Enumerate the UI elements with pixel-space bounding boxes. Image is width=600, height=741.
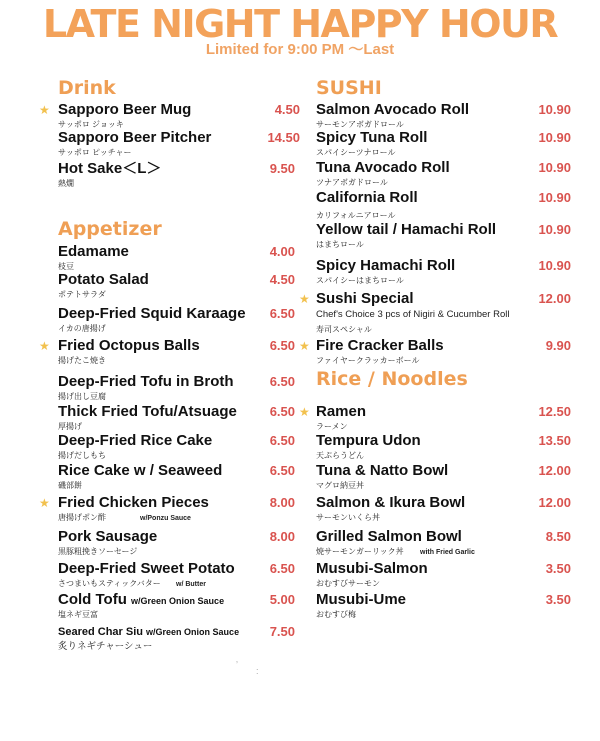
item-price: 12.50 (538, 404, 571, 419)
item-price: 12.00 (538, 463, 571, 478)
item-price: 7.50 (269, 624, 295, 639)
item-name-jp: カリフォルニアロール (316, 211, 396, 220)
item-name: Grilled Salmon Bowl (316, 528, 462, 545)
item-name: Ramen (316, 403, 367, 420)
item-price: 10.90 (538, 222, 571, 237)
item-name-main: Seared Char Siu (58, 626, 143, 638)
item-name-jp: イカの唐揚げ (58, 324, 106, 333)
star-icon: ★ (39, 496, 50, 510)
item-price: 14.50 (267, 130, 300, 145)
item-name-jp: 揚げたこ焼き (58, 356, 106, 365)
item-price: 12.00 (538, 495, 571, 510)
item-name-jp: 熱燗 (58, 179, 74, 188)
item-name: Spicy Hamachi Roll (316, 257, 456, 274)
item-name: Musubi-Salmon (316, 560, 428, 577)
item-price: 6.50 (269, 433, 295, 448)
item-name-note: w/Green Onion Sauce (131, 596, 225, 606)
item-note: with Fried Garlic (420, 549, 475, 556)
item-name: Edamame (58, 243, 129, 260)
scan-speck: ʼ (236, 660, 238, 670)
item-name: Tuna & Natto Bowl (316, 462, 449, 479)
item-name-jp: スパイシーはまちロール (316, 276, 404, 285)
section-title-drink: Drink (58, 77, 116, 99)
item-note: w/Ponzu Sauce (140, 515, 191, 522)
item-name-jp: 揚げだしもち (58, 451, 106, 460)
item-name: Fried Chicken Pieces (58, 494, 209, 511)
item-name-jp: 揚げ出し豆腐 (58, 392, 106, 401)
item-name-jp: 厚揚げ (58, 422, 82, 431)
item-name: Potato Salad (58, 271, 149, 288)
item-name-jp: はまちロール (316, 240, 364, 249)
item-price: 6.50 (269, 374, 295, 389)
item-price: 10.90 (538, 130, 571, 145)
item-name: California Roll (316, 189, 418, 206)
item-name: Deep-Fried Rice Cake (58, 432, 213, 449)
item-description: Chef's Choice 3 pcs of Nigiri & Cucumber Roll (316, 309, 510, 320)
item-name: Yellow tail / Hamachi Roll (316, 221, 497, 238)
item-name: Spicy Tuna Roll (316, 129, 428, 146)
section-title-rice-noodles: Rice / Noodles (316, 368, 468, 390)
item-name-jp: ラーメン (316, 422, 348, 431)
item-price: 10.90 (538, 258, 571, 273)
star-icon: ★ (299, 405, 310, 419)
item-name: Pork Sausage (58, 528, 158, 545)
item-name-jp: サーモンいくら丼 (316, 513, 380, 522)
item-name: Deep-Fried Tofu in Broth (58, 373, 234, 390)
item-price: 9.90 (545, 338, 571, 353)
item-name-jp: 天ぷらうどん (316, 451, 364, 460)
star-icon: ★ (39, 103, 50, 117)
item-name-jp: ファイヤークラッカーボール (316, 356, 420, 365)
item-price: 4.50 (274, 102, 300, 117)
item-price: 13.50 (538, 433, 571, 448)
item-name-jp: 黒豚粗挽きソーセージ (58, 547, 138, 556)
item-name: Tuna Avocado Roll (316, 159, 450, 176)
item-name-jp: スパイシーツナロール (316, 148, 396, 157)
item-price: 4.00 (269, 244, 295, 259)
item-name: Musubi-Ume (316, 591, 406, 608)
item-price: 3.50 (545, 592, 571, 607)
section-title-sushi: SUSHI (316, 77, 382, 99)
item-name-jp: サッポロ ピッチャー (58, 148, 132, 157)
item-price: 8.00 (269, 529, 295, 544)
item-name: Thick Fried Tofu/Atsuage (58, 403, 237, 420)
item-price: 3.50 (545, 561, 571, 576)
item-name-jp: 炙りネギチャーシュー (58, 641, 153, 652)
item-price: 8.00 (269, 495, 295, 510)
item-price: 6.50 (269, 463, 295, 478)
star-icon: ★ (299, 339, 310, 353)
item-name-jp: 焼サーモンガーリック丼 (316, 547, 404, 556)
item-name-jp: さつまいもスティックバター (58, 579, 161, 588)
item-name: Sapporo Beer Mug (58, 101, 192, 118)
item-price: 6.50 (269, 306, 295, 321)
item-price: 12.00 (538, 291, 571, 306)
item-price: 10.90 (538, 160, 571, 175)
item-name: Tempura Udon (316, 432, 421, 449)
item-name-jp: 枝豆 (58, 262, 74, 271)
item-price: 9.50 (269, 161, 295, 176)
item-name-jp: マグロ納豆丼 (316, 481, 364, 490)
item-name: Salmon & Ikura Bowl (316, 494, 466, 511)
star-icon: ★ (39, 339, 50, 353)
page-title: LATE NIGHT HAPPY HOUR (42, 2, 558, 46)
item-price: 5.00 (269, 592, 295, 607)
item-name-jp: サーモンアボガドロール (316, 120, 404, 129)
item-name-jp: ポテトサラダ (58, 290, 106, 299)
item-name-jp: 寿司スペシャル (316, 325, 372, 334)
item-price: 6.50 (269, 404, 295, 419)
star-icon: ★ (299, 292, 310, 306)
item-name: Salmon Avocado Roll (316, 101, 470, 118)
item-name-jp: おむすびサーモン (316, 579, 380, 588)
page-subtitle: Limited for 9:00 PM ～Last (205, 41, 395, 58)
item-name-jp: 唐揚げポン酢 (58, 513, 106, 522)
item-price: 8.50 (545, 529, 571, 544)
item-name: Deep-Fried Squid Karaage (58, 305, 246, 322)
item-name-note: w/Green Onion Sauce (146, 627, 240, 637)
item-name: Sushi Special (316, 290, 414, 307)
item-name: Deep-Fried Sweet Potato (58, 560, 235, 577)
item-note: w/ Butter (176, 581, 206, 588)
item-name-jp: 磯部餅 (58, 481, 82, 490)
item-name: Sapporo Beer Pitcher (58, 129, 212, 146)
item-name-jp: ツナアボガドロール (316, 178, 388, 187)
item-name (58, 623, 239, 641)
item-name: Rice Cake w / Seaweed (58, 462, 223, 479)
item-price: 4.50 (269, 272, 295, 287)
item-name-jp: おむすび梅 (316, 610, 356, 619)
item-price: 10.90 (538, 102, 571, 117)
item-name: Fire Cracker Balls (316, 337, 444, 354)
item-price: 6.50 (269, 338, 295, 353)
item-price: 6.50 (269, 561, 295, 576)
item-name (58, 591, 224, 610)
item-name: Fried Octopus Balls (58, 337, 200, 354)
item-name-jp: サッポロ ジョッキ (58, 120, 124, 129)
item-name: Hot Sake＜L＞ (58, 160, 162, 177)
item-name-main: Cold Tofu (58, 591, 127, 608)
item-price: 10.90 (538, 190, 571, 205)
section-title-appetizer: Appetizer (58, 218, 162, 240)
item-name-jp: 塩ネギ豆富 (58, 610, 98, 619)
scan-speck: ˸ (256, 668, 259, 678)
